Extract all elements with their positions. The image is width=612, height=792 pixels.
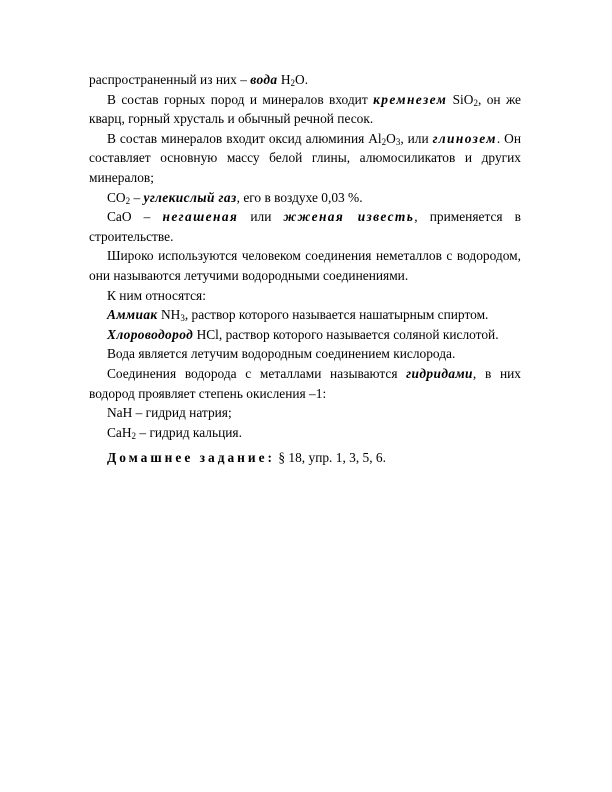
paragraph-ammonia	[89, 305, 521, 325]
text: O.	[295, 72, 309, 87]
text: , или	[400, 130, 433, 146]
subscript: 2	[381, 136, 387, 147]
text: , он же кварц, горный хрусталь и обычный речной песок.	[89, 91, 521, 127]
paragraph-hcl	[89, 325, 521, 345]
text: В состав минералов входит оксид алюминия Al	[107, 130, 382, 146]
paragraph-co2	[89, 188, 521, 208]
subscript: 2	[131, 430, 137, 441]
term-carbon-dioxide: углекислый газ	[143, 189, 237, 205]
text: Широко используются человеком соединения неметаллов с водородом, они называются летучими водородными соединениями.	[89, 248, 521, 283]
text: CaO –	[107, 209, 163, 225]
paragraph-cah2	[89, 423, 521, 443]
text: , его в воздухе 0,03 %.	[236, 189, 363, 205]
term-silica: кремнезем	[373, 91, 448, 107]
text: HCl, раствор которого называется соляной кислотой.	[193, 326, 499, 342]
paragraph-alumina	[89, 129, 521, 188]
term-hydrogen-chloride: Хлороводород	[107, 326, 194, 342]
text: , раствор которого называется нашатырным спиртом.	[184, 307, 489, 323]
subscript: 2	[125, 195, 131, 206]
term-ammonia: Аммиак	[107, 307, 158, 323]
text: CaH	[107, 424, 132, 440]
text: SiO	[447, 91, 474, 107]
paragraph-list-intro	[89, 286, 521, 306]
text: , применяется в строительстве.	[89, 209, 522, 244]
text: – гидрид кальция.	[136, 424, 242, 440]
text: Соединения водорода с металлами называются	[107, 365, 407, 381]
text: К ним относятся:	[107, 287, 206, 303]
subscript: 2	[473, 97, 478, 108]
text: распространенный из них –	[89, 72, 251, 87]
paragraph-water-volatile	[89, 344, 521, 364]
text: O	[386, 130, 396, 146]
term-quicklime: негашеная	[162, 209, 239, 225]
homework-text: § 18, упр. 1, 3, 5, 6.	[275, 450, 386, 466]
subscript: 2	[290, 78, 296, 88]
paragraph-lime	[89, 207, 521, 246]
term-burnt-lime: жженая известь	[283, 209, 415, 225]
homework-label: Домашнее задание:	[107, 450, 276, 466]
term-water: вода	[250, 72, 278, 87]
text: NH	[157, 307, 181, 323]
term-hydrides: гидридами	[406, 365, 473, 381]
paragraph-hydrides	[89, 364, 521, 403]
paragraph-nah	[89, 403, 521, 423]
text: CO	[107, 189, 126, 205]
subscript: 3	[395, 136, 401, 147]
term-alumina: глинозем	[432, 130, 497, 146]
subscript: 3	[180, 313, 185, 324]
paragraph-silica	[89, 90, 521, 129]
text: , в них водород проявляет степень окисления –1:	[89, 365, 521, 401]
text: В состав горных пород и минералов входит	[107, 91, 374, 107]
text: NaH – гидрид натрия;	[107, 405, 232, 421]
document-page	[89, 70, 521, 468]
text: –	[130, 189, 144, 205]
paragraph-water	[89, 70, 521, 90]
homework	[89, 448, 521, 468]
text: H	[277, 72, 291, 87]
text: или	[238, 209, 284, 225]
text: Вода является летучим водородным соединением кислорода.	[107, 346, 456, 362]
text: . Он составляет основную массу белой глины, алюмосиликатов и других минералов;	[89, 130, 522, 185]
paragraph-hydrogen-compounds	[89, 246, 521, 285]
